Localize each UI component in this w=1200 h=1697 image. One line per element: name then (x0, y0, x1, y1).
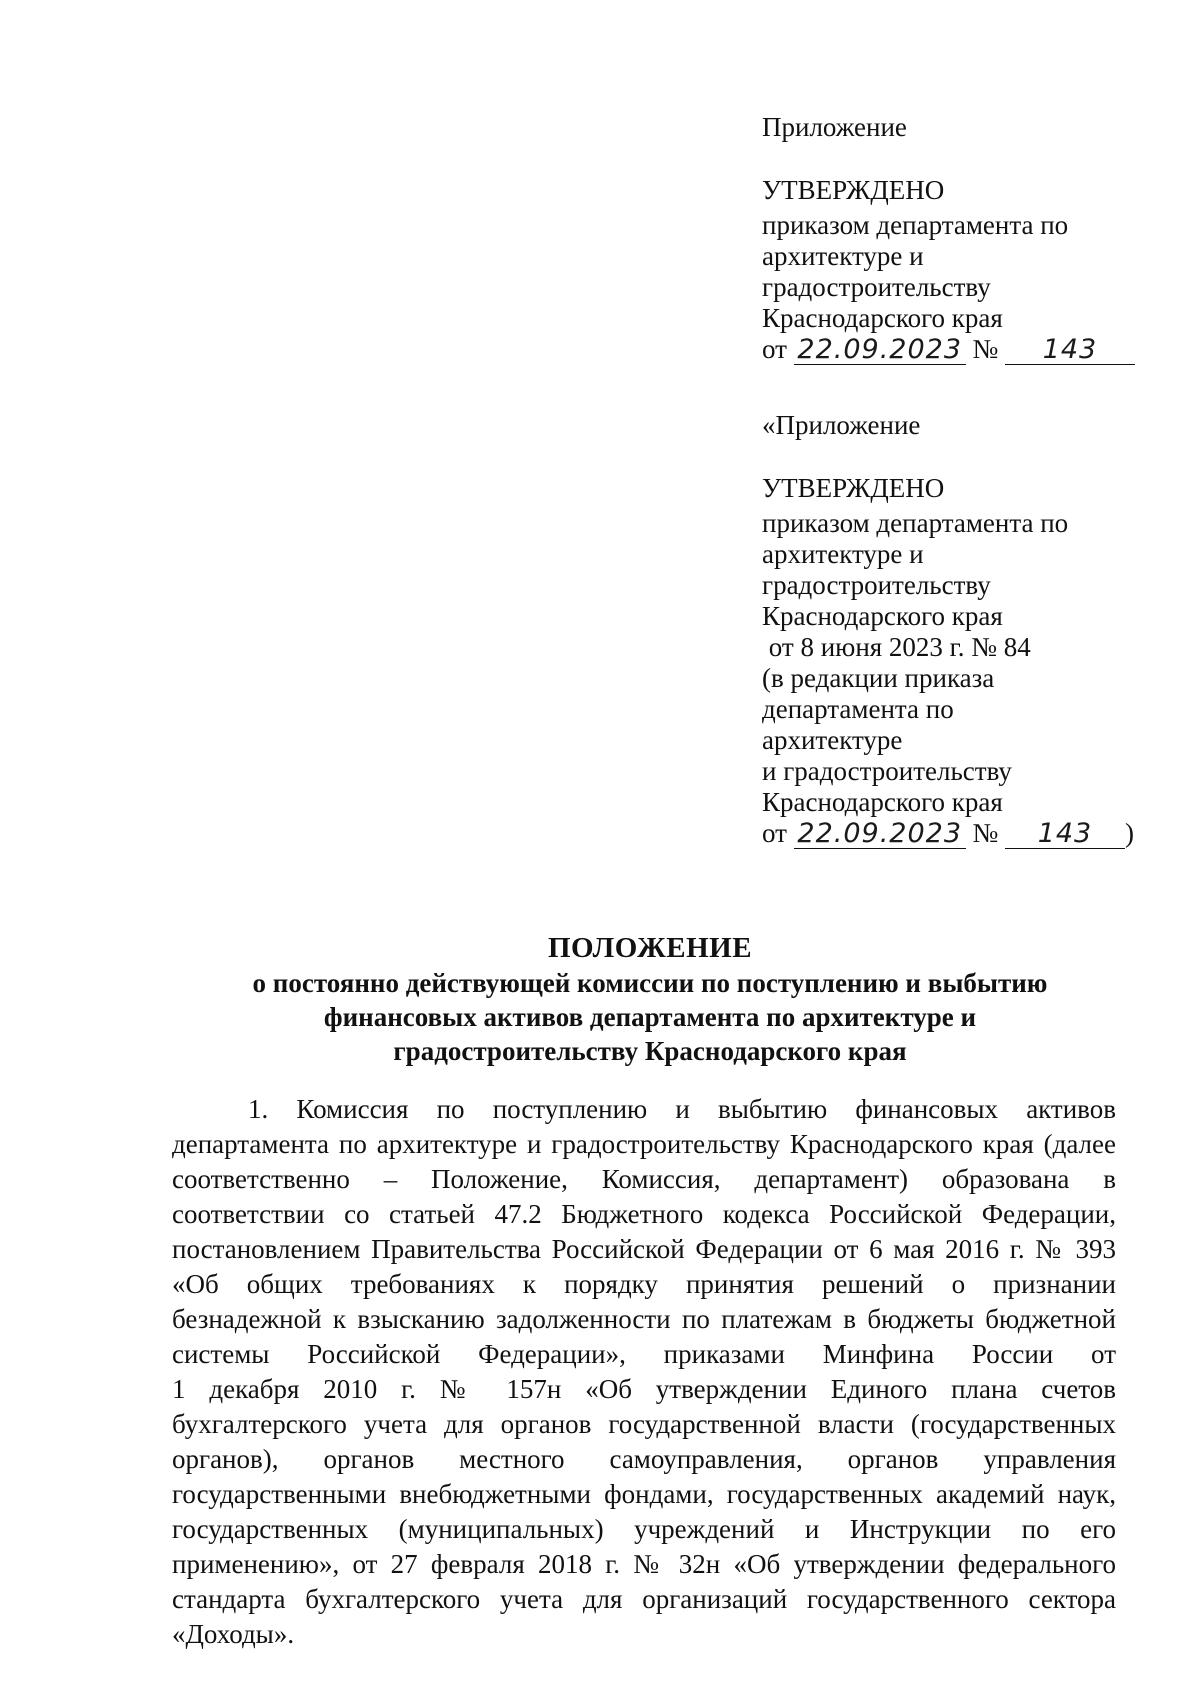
approval-line: Краснодарского края (762, 303, 1003, 333)
paragraph-line: соответственно – Положение, Комиссия, департамент) образована в (172, 1164, 1116, 1194)
approval-line: Краснодарского края (762, 601, 1003, 631)
paragraph-line: стандарта бухгалтерского учета для организаций государственного сектора (172, 1584, 1116, 1614)
approval-line: и градостроительству (762, 756, 1012, 786)
paragraph-line: применению», от 27 февраля 2018 г. № 32н «Об утверждении федерального (172, 1549, 1116, 1579)
handwritten-number: 143 (1005, 336, 1135, 365)
paragraph-line: «Доходы». (172, 1619, 295, 1649)
approval-block-original (762, 410, 1162, 849)
spacer (762, 143, 1162, 175)
paragraph-line: 1. Комиссия по поступлению и выбытию финансовых активов (248, 1094, 1116, 1124)
paragraph-line: соответствии со статьей 47.2 Бюджетного кодекса Российской Федерации, (172, 1199, 1116, 1229)
approval-line: Краснодарского края (762, 787, 1003, 817)
paragraph-line: департамента по архитектуре и градостроительству Краснодарского края (далее (172, 1129, 1116, 1159)
paragraph-line: государственных (муниципальных) учреждений и Инструкции по его (172, 1514, 1116, 1544)
approval-line: (в редакции приказа (762, 663, 995, 693)
paragraph-line: бухгалтерского учета для органов государственной власти (государственных (172, 1409, 1116, 1439)
approved-heading: УТВЕРЖДЕНО (762, 473, 945, 503)
closing-parenthesis: ) (1124, 818, 1134, 848)
approval-line: департамента по (762, 694, 954, 724)
paragraph-line: 1 декабря 2010 г. № 157н «Об утверждении Единого плана счетов (172, 1374, 1116, 1404)
subtitle-line: о постоянно действующей комиссии по поступлению и выбытию (252, 968, 1048, 998)
order-date-line (762, 818, 1162, 849)
handwritten-number: 143 (1005, 820, 1125, 849)
approval-line: архитектуре (762, 725, 903, 755)
appendix-label: Приложение (762, 112, 907, 142)
paragraph-line: системы Российской Федерации», приказами Минфина России от (172, 1339, 1116, 1369)
number-sign: № (972, 334, 999, 364)
document-title: ПОЛОЖЕНИЕ (547, 932, 753, 964)
approval-line: приказом департамента по (762, 508, 1069, 538)
approval-line: архитектуре и (762, 539, 924, 569)
handwritten-date: 22.09.2023 (794, 820, 966, 849)
paragraph-line: государственными внебюджетными фондами, государственных академий наук, (172, 1479, 1116, 1509)
handwritten-date: 22.09.2023 (794, 336, 966, 365)
approved-heading: УТВЕРЖДЕНО (762, 175, 945, 205)
approval-line: от 8 июня 2023 г. № 84 (762, 632, 1031, 662)
order-date-line (762, 334, 1162, 365)
paragraph-line: постановлением Правительства Российской Федерации от 6 мая 2016 г. № 393 (172, 1234, 1116, 1264)
document-title-block (160, 930, 1140, 1068)
spacer (762, 441, 1162, 473)
number-sign: № (972, 818, 999, 848)
approval-line: приказом департамента по (762, 210, 1069, 240)
date-prefix: от (762, 818, 787, 848)
date-prefix: от (762, 334, 787, 364)
paragraph-line: безнадежной к взысканию задолженности по платежам в бюджеты бюджетной (172, 1304, 1116, 1334)
appendix-label: «Приложение (762, 410, 921, 440)
approval-line: архитектуре и (762, 241, 924, 271)
subtitle-line: градостроительству Краснодарского края (393, 1036, 907, 1066)
subtitle-line: финансовых активов департамента по архитектуре и (323, 1002, 977, 1032)
paragraph-line: «Об общих требованиях к порядку принятия решений о признании (172, 1269, 1116, 1299)
paragraph-line: органов), органов местного самоуправления, органов управления (172, 1444, 1116, 1474)
approval-line: градостроительству (762, 272, 991, 302)
approval-block-current (762, 112, 1162, 365)
approval-line: градостроительству (762, 570, 991, 600)
body-paragraph (172, 1092, 1116, 1652)
document-subtitle (160, 966, 1140, 1068)
